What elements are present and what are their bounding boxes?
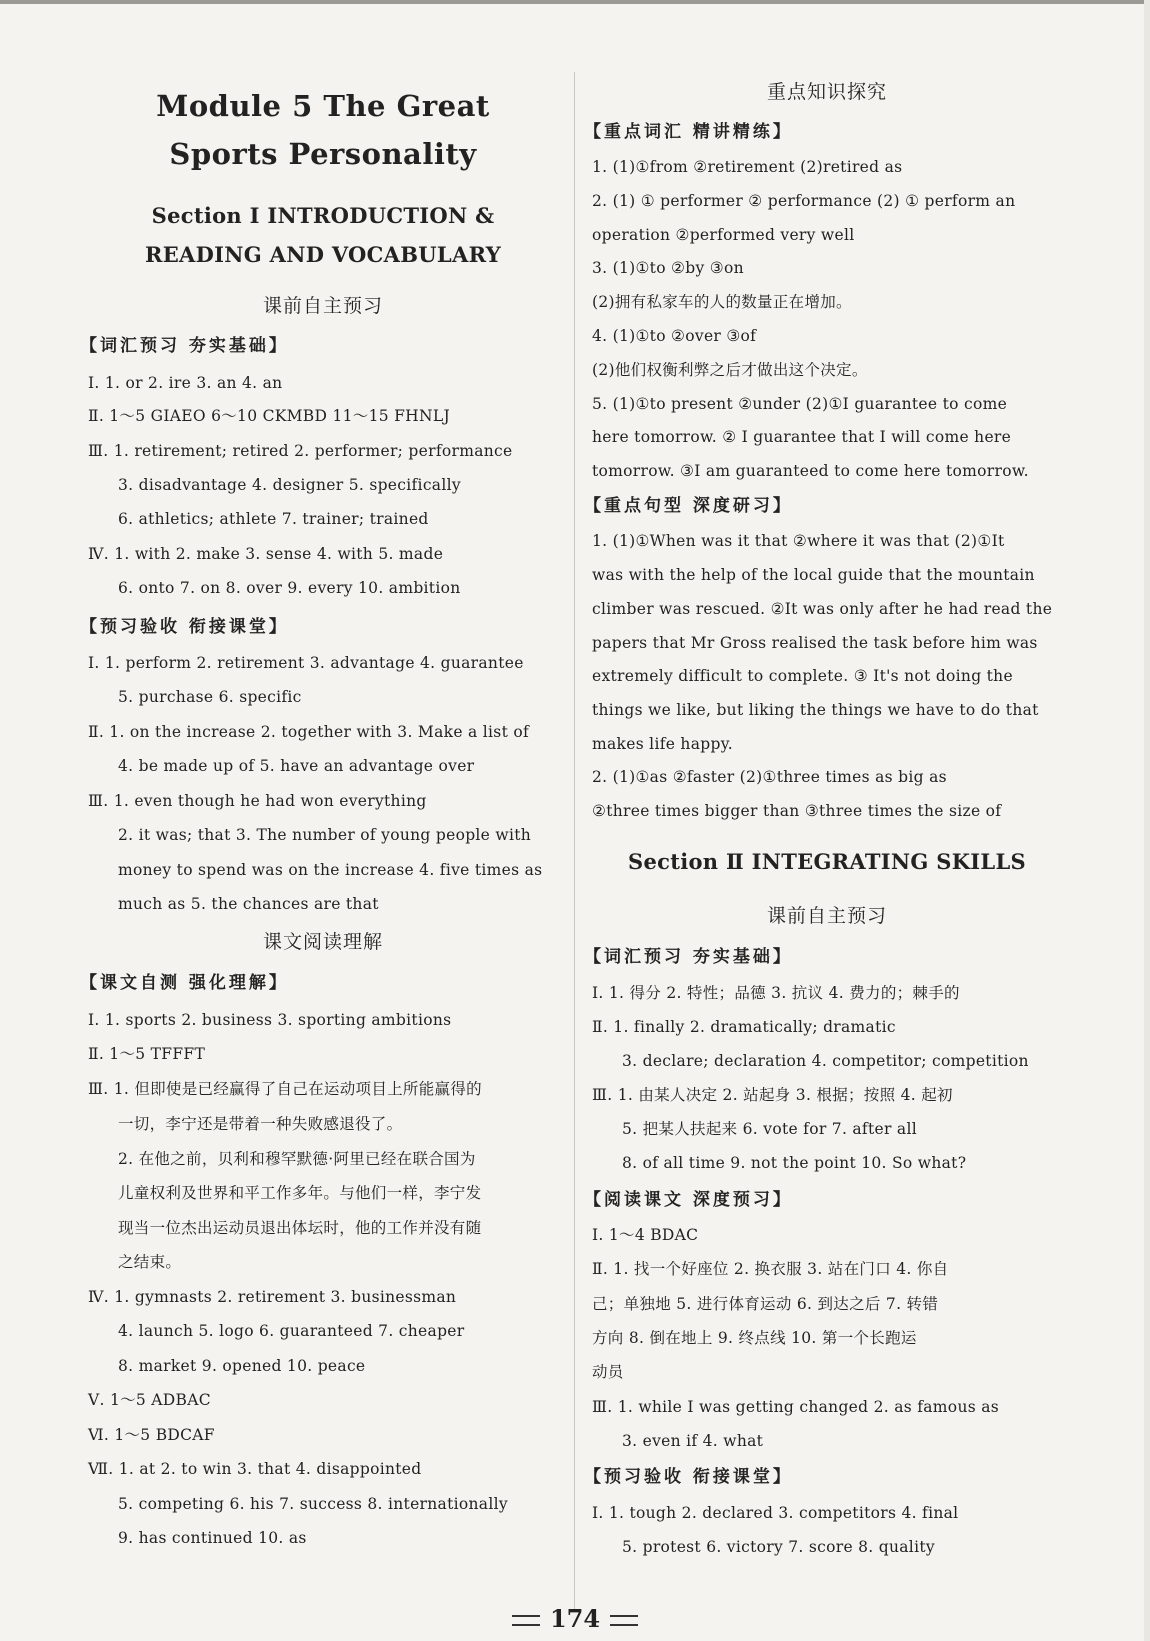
answer-line: 方向 8. 倒在地上 9. 终点线 10. 第一个长跑运 bbox=[592, 1329, 917, 1347]
page-right-edge bbox=[1144, 0, 1150, 1641]
answer-line: ②three times bigger than ③three times the size of bbox=[592, 802, 1002, 820]
heading-reading: 课文阅读理解 bbox=[262, 931, 383, 953]
answer-line: Ⅰ. 1. tough 2. declared 3. competitors 4. final bbox=[592, 1504, 959, 1522]
answer-line: Ⅵ. 1～5 BDCAF bbox=[88, 1426, 215, 1444]
answer-line: Ⅱ. 1～5 GIAEO 6～10 CKMBD 11～15 FHNLJ bbox=[88, 407, 450, 425]
heading-preview: 课前自主预习 bbox=[262, 295, 383, 317]
answer-line: Ⅱ. 1～5 TFFFT bbox=[88, 1045, 206, 1063]
answer-line: money to spend was on the increase 4. five times as bbox=[118, 861, 543, 879]
answer-line: Ⅳ. 1. gymnasts 2. retirement 3. businessman bbox=[88, 1288, 457, 1306]
column-divider bbox=[574, 72, 575, 1612]
answer-line: 2. (1)①as ②faster (2)①three times as big as bbox=[592, 768, 947, 786]
answer-line: 儿童权利及世界和平工作多年。与他们一样，李宁发 bbox=[118, 1184, 482, 1202]
reading-preview-heading: 【阅读课文 深度预习】 bbox=[584, 1190, 793, 1210]
page-number-left-rule bbox=[512, 1615, 540, 1626]
answer-line: 5. protest 6. victory 7. score 8. quality bbox=[622, 1538, 935, 1556]
preview-check-heading-2: 【预习验收 衔接课堂】 bbox=[584, 1467, 793, 1487]
section-2-title: Section Ⅱ INTEGRATING SKILLS bbox=[628, 849, 1026, 874]
answer-line: 4. (1)①to ②over ③of bbox=[592, 327, 757, 345]
answer-line: Ⅱ. 1. finally 2. dramatically; dramatic bbox=[592, 1018, 896, 1036]
answer-line: 一切，李宁还是带着一种失败感退役了。 bbox=[118, 1115, 403, 1133]
answer-line: Ⅳ. 1. with 2. make 3. sense 4. with 5. made bbox=[88, 545, 444, 563]
section-title-line-1: Section Ⅰ INTRODUCTION & bbox=[151, 203, 495, 228]
answer-line: Ⅲ. 1. 由某人决定 2. 站起身 3. 根据；按照 4. 起初 bbox=[592, 1086, 953, 1104]
answer-line: things we like, but liking the things we have to do that bbox=[592, 701, 1039, 719]
answer-line: Ⅰ. 1. 得分 2. 特性；品德 3. 抗议 4. 费力的；棘手的 bbox=[592, 984, 960, 1002]
page-number-text: 174 bbox=[549, 1604, 601, 1633]
answer-line: 5. purchase 6. specific bbox=[118, 688, 302, 706]
answer-line: 5. (1)①to present ②under (2)①I guarantee to come bbox=[592, 395, 1008, 413]
answer-line: Ⅲ. 1. 但即使是已经赢得了自己在运动项目上所能赢得的 bbox=[88, 1080, 482, 1098]
heading-key-knowledge: 重点知识探究 bbox=[766, 81, 887, 103]
answer-line: was with the help of the local guide that the mountain bbox=[592, 566, 1035, 584]
answer-line: 6. onto 7. on 8. over 9. every 10. ambition bbox=[118, 579, 461, 597]
page-number bbox=[0, 1604, 1150, 1634]
answer-line: 8. market 9. opened 10. peace bbox=[118, 1357, 366, 1375]
answer-line: here tomorrow. ② I guarantee that I will come here bbox=[592, 428, 1012, 446]
page-number-right-rule bbox=[610, 1615, 638, 1626]
vocab-preview-heading-2: 【词汇预习 夯实基础】 bbox=[584, 947, 793, 967]
answer-line: Ⅰ. 1～4 BDAC bbox=[592, 1226, 699, 1244]
answer-line: Ⅱ. 1. 找一个好座位 2. 换衣服 3. 站在门口 4. 你自 bbox=[592, 1260, 949, 1278]
answer-line: 2. it was; that 3. The number of young people with bbox=[118, 826, 532, 844]
answer-line: 3. disadvantage 4. designer 5. specifically bbox=[118, 476, 461, 494]
answer-line: much as 5. the chances are that bbox=[118, 895, 379, 913]
answer-line: Ⅰ. 1. or 2. ire 3. an 4. an bbox=[88, 374, 283, 392]
answer-line: Ⅰ. 1. sports 2. business 3. sporting ambitions bbox=[88, 1011, 452, 1029]
answer-line: Ⅲ. 1. while I was getting changed 2. as famous as bbox=[592, 1398, 999, 1416]
answer-line: 3. declare; declaration 4. competitor; competition bbox=[622, 1052, 1029, 1070]
answer-line: 之结束。 bbox=[118, 1253, 182, 1271]
self-test-heading: 【课文自测 强化理解】 bbox=[80, 973, 289, 993]
heading-preview-2: 课前自主预习 bbox=[766, 905, 887, 927]
key-sentences-heading: 【重点句型 深度研习】 bbox=[584, 496, 793, 516]
answer-line: 1. (1)①When was it that ②where it was that (2)①It bbox=[592, 532, 1005, 550]
answer-line: (2)他们权衡利弊之后才做出这个决定。 bbox=[592, 361, 868, 379]
answer-line: 5. 把某人扶起来 6. vote for 7. after all bbox=[622, 1120, 917, 1138]
answer-line: 2. (1) ① performer ② performance (2) ① perform an bbox=[592, 192, 1016, 210]
answer-line: papers that Mr Gross realised the task before him was bbox=[592, 634, 1038, 652]
vocab-preview-heading: 【词汇预习 夯实基础】 bbox=[80, 336, 289, 356]
answer-line: climber was rescued. ②It was only after he had read the bbox=[592, 600, 1053, 618]
answer-line: Ⅴ. 1～5 ADBAC bbox=[88, 1391, 211, 1409]
answer-line: 8. of all time 9. not the point 10. So what? bbox=[622, 1154, 967, 1172]
preview-check-heading: 【预习验收 衔接课堂】 bbox=[80, 617, 289, 637]
answer-line: 现当一位杰出运动员退出体坛时，他的工作并没有随 bbox=[118, 1219, 482, 1237]
answer-line: 2. 在他之前，贝利和穆罕默德·阿里已经在联合国为 bbox=[118, 1150, 476, 1168]
answer-line: 3. even if 4. what bbox=[622, 1432, 764, 1450]
answer-line: 4. launch 5. logo 6. guaranteed 7. cheaper bbox=[118, 1322, 465, 1340]
section-title-line-2: READING AND VOCABULARY bbox=[145, 242, 501, 267]
answer-line: makes life happy. bbox=[592, 735, 733, 753]
answer-line: Ⅶ. 1. at 2. to win 3. that 4. disappointed bbox=[88, 1460, 422, 1478]
key-words-heading: 【重点词汇 精讲精练】 bbox=[584, 122, 793, 142]
answer-line: 9. has continued 10. as bbox=[118, 1529, 307, 1547]
answer-line: 4. be made up of 5. have an advantage over bbox=[118, 757, 475, 775]
answer-line: 动员 bbox=[592, 1363, 624, 1381]
answer-line: extremely difficult to complete. ③ It's not doing the bbox=[592, 667, 1013, 685]
answer-line: 己；单独地 5. 进行体育运动 6. 到达之后 7. 转错 bbox=[592, 1295, 939, 1313]
page-top-edge bbox=[0, 0, 1150, 4]
answer-line: Ⅲ. 1. even though he had won everything bbox=[88, 792, 427, 810]
answer-line: 1. (1)①from ②retirement (2)retired as bbox=[592, 158, 903, 176]
answer-line: 5. competing 6. his 7. success 8. internationally bbox=[118, 1495, 508, 1513]
answer-line: Ⅰ. 1. perform 2. retirement 3. advantage 4. guarantee bbox=[88, 654, 524, 672]
answer-line: 3. (1)①to ②by ③on bbox=[592, 259, 744, 277]
answer-line: (2)拥有私家车的人的数量正在增加。 bbox=[592, 293, 852, 311]
answer-line: Ⅱ. 1. on the increase 2. together with 3. Make a list of bbox=[88, 723, 529, 741]
answer-line: tomorrow. ③I am guaranteed to come here tomorrow. bbox=[592, 462, 1029, 480]
answer-line: 6. athletics; athlete 7. trainer; trained bbox=[118, 510, 429, 528]
module-title-line-1: Module 5 The Great bbox=[156, 89, 490, 123]
module-title-line-2: Sports Personality bbox=[169, 137, 477, 171]
answer-line: Ⅲ. 1. retirement; retired 2. performer; performance bbox=[88, 442, 513, 460]
answer-line: operation ②performed very well bbox=[592, 226, 855, 244]
